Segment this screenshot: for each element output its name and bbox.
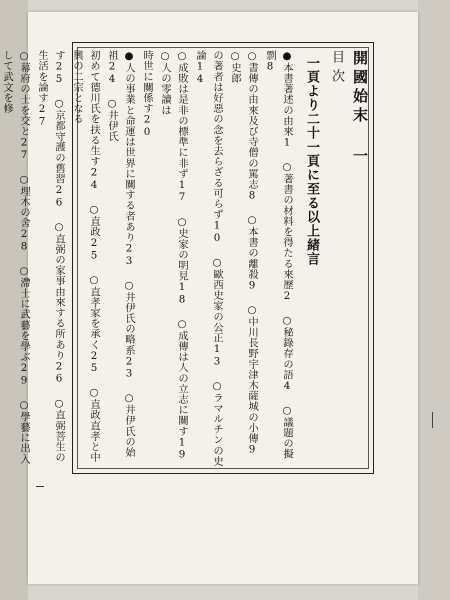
section-number: 一 — [351, 148, 369, 167]
book-title-line — [351, 50, 368, 468]
book-page — [1, 12, 418, 584]
table-of-contents — [1, 50, 369, 468]
toc-line: ●本書著述の由來1 ○著書の材料を得たる來歷2 ○秘錄存の語4 ○議題の擬剽8 — [264, 50, 293, 460]
page-tab-mark — [432, 412, 433, 428]
toc-line: 時世に關係す20 — [141, 50, 153, 139]
toc-line: ○幕府の士を交と27 ○埋木の舍28 ○滯士に武藝を學ぶ29 ○學藝に出入して武文を修 — [1, 50, 30, 465]
toc-line: ○書傳の由來及び寺僧の罵志8 ○本書の離殺9 ○中川長野宇津木薩城の小傳9 ○史郎 — [229, 50, 258, 456]
toc-line: す25 ○京都守護の舊習26 ○直弼の家事由來する所あり26 ○直弼菩生の生活を論す27 — [36, 50, 65, 463]
toc-line: ○成敗は是非の標準に非ず17 ○史家の明見18 ○成傳は人の立志に關す19 ○人の零讀は — [159, 50, 188, 461]
toc-line: ●人の事業と命運は世界に關する者あり23 ○井伊氏の略系23 ○井伊氏の始祖24 ○井伊氏 — [106, 50, 135, 458]
toc-line: の著者は好惡の念を去らざる可らず10 ○歐西史家の公正13 ○ラマルチンの史論14 — [194, 50, 223, 467]
page-edge — [418, 0, 450, 600]
toc-line: 初めて德川氏を扶る生す24 ○直政25 ○直孝家を承く25 ○直政直孝と中興の二宗となる — [71, 50, 100, 463]
book-title: 開國始末 — [351, 50, 369, 126]
section-heading: 一頁より二十一頁に至る以上緒言 — [304, 56, 319, 266]
margin-mark — [36, 486, 44, 487]
toc-label: 目次 — [329, 50, 344, 88]
